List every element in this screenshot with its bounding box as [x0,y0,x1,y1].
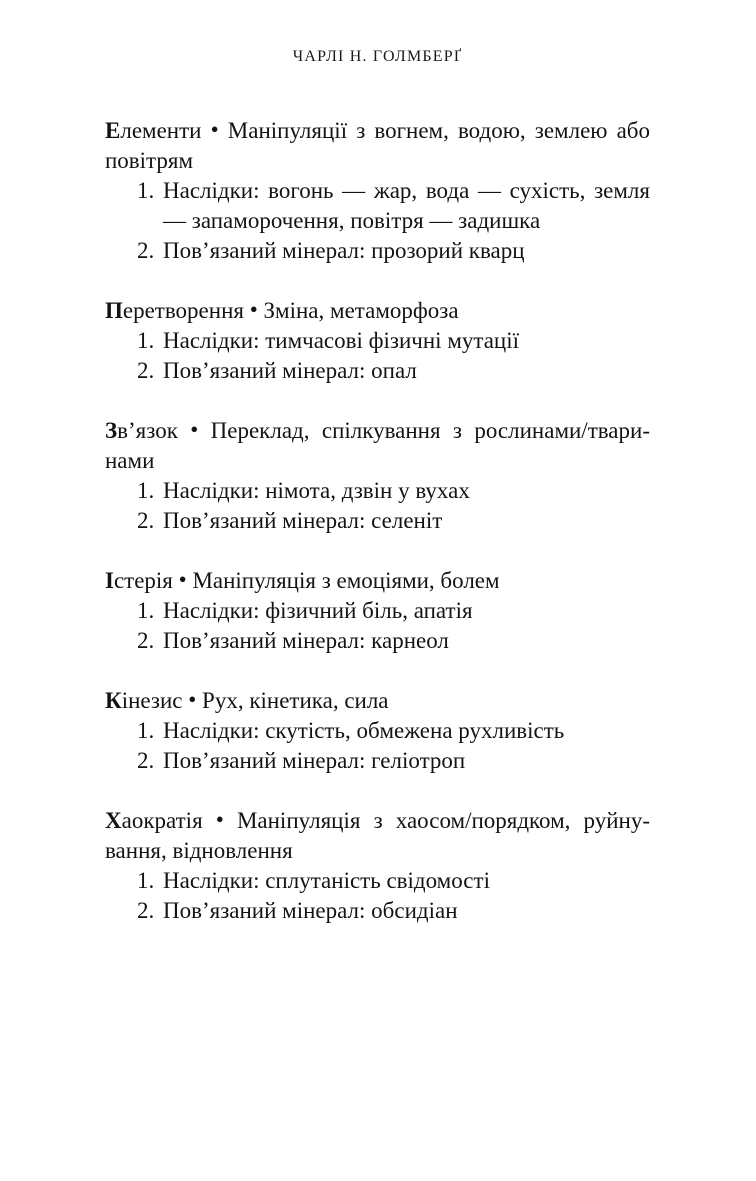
list-item [105,596,650,626]
entry-term: стерія [113,568,173,593]
entry-communion [105,416,650,536]
item-text: Наслідки: фізичний біль, апатія [163,598,473,623]
list-item [105,716,650,746]
item-text: Пов’язаний мінерал: опал [163,358,417,383]
item-text: Наслідки: німота, дзвін у вухах [163,478,470,503]
entry-heading [105,686,650,716]
list-item [105,476,650,506]
item-number: 2. [137,508,155,533]
item-number: 2. [137,238,155,263]
list-item [105,176,650,236]
item-number: 1. [137,478,155,503]
entry-heading [105,296,650,326]
item-text: Наслідки: вогонь — жар, вода — сухість, земля — запаморочення, повітря — задишка [163,178,650,233]
entry-term-initial: З [105,418,118,443]
item-text: Пов’язаний мінерал: прозорий кварц [163,238,525,263]
entry-transformation [105,296,650,386]
list-item [105,626,650,656]
list-item [105,896,650,926]
entry-heading [105,416,650,476]
item-text: Наслідки: скутість, обмежена рухливість [163,718,565,743]
entry-term: інезис [121,688,183,713]
entry-term: в’язок [117,418,178,443]
bullet-separator: • [188,687,197,712]
page-content [105,116,650,926]
entry-term-initial: І [105,568,114,593]
entry-term-initial: Е [105,118,121,143]
item-number: 1. [137,178,155,203]
item-text: Наслідки: тимчасові фізичні мутації [163,328,520,353]
bullet-separator: • [190,417,199,442]
item-number: 2. [137,628,155,653]
entry-term-initial: К [105,688,122,713]
item-number: 2. [137,748,155,773]
entry-chaocracy [105,806,650,926]
list-item [105,326,650,356]
running-header: ЧАРЛІ Н. ГОЛМБЕРҐ [292,48,463,65]
item-number: 1. [137,328,155,353]
entry-description: Зміна, метаморфоза [263,298,459,323]
entry-elements [105,116,650,266]
entry-description: Маніпуляція з емоціями, болем [192,568,500,593]
item-text: Пов’язаний мінерал: обсидіан [163,898,458,923]
bullet-separator: • [178,567,187,592]
list-item [105,356,650,386]
item-number: 1. [137,718,155,743]
bullet-separator: • [215,807,224,832]
entry-term: еретворення [122,298,244,323]
item-number: 2. [137,898,155,923]
item-text: Пов’язаний мінерал: селеніт [163,508,443,533]
item-number: 1. [137,868,155,893]
item-number: 1. [137,598,155,623]
entry-term-initial: Х [105,808,122,833]
entry-hysteria [105,566,650,656]
bullet-separator: • [249,297,258,322]
list-item [105,236,650,266]
entry-term: аократія [121,808,203,833]
entry-heading [105,116,650,176]
entry-kinesis [105,686,650,776]
entry-heading [105,806,650,866]
entry-term-initial: П [105,298,123,323]
entry-description: Рух, кінетика, сила [202,688,389,713]
entry-description: Маніпуляції з вогнем, водою, землею або повітрям [105,118,651,173]
list-item [105,746,650,776]
list-item [105,506,650,536]
bullet-separator: • [210,117,219,142]
item-text: Пов’язаний мінерал: карнеол [163,628,449,653]
item-text: Наслідки: сплутаність свідомості [163,868,490,893]
entry-description: Переклад, спілкування з рослинами/тваринами [105,418,650,473]
entry-heading [105,566,650,596]
item-text: Пов’язаний мінерал: геліотроп [163,748,466,773]
list-item [105,866,650,896]
entry-term: лементи [120,118,202,143]
item-number: 2. [137,358,155,383]
entry-description: Маніпуляція з хаосом/порядком, руйнування, відновлення [105,808,651,863]
